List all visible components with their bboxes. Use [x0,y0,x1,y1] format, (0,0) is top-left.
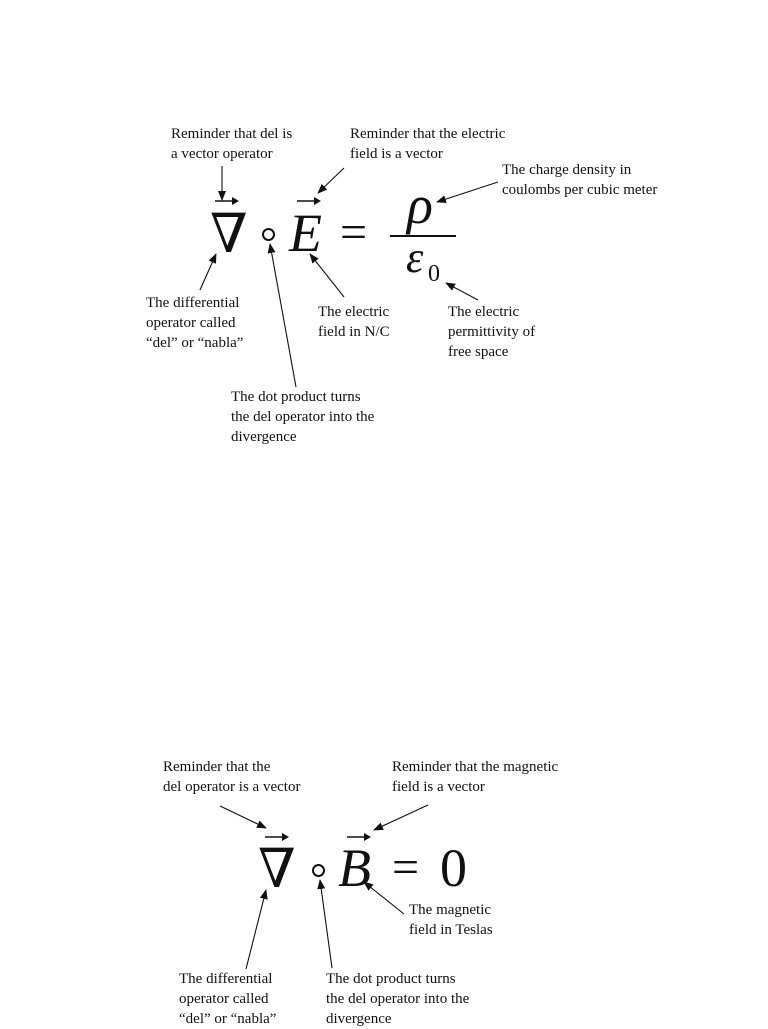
note-dot-product [231,387,374,447]
note-line: the del operator into the [231,409,375,425]
note-line: field is a vector [392,779,485,795]
note-line: permittivity of [448,324,536,340]
gauss-magnetic-diagram [0,740,768,1027]
note-line: field is a vector [350,146,443,162]
dot-operator [312,864,325,877]
note-line: del operator is a vector [163,779,301,795]
note-line: field in Teslas [409,922,493,938]
note-differential-operator [146,293,243,353]
arrow-dot-product [270,244,296,387]
arrow-charge-density [437,182,498,202]
charge-density-symbol: ρ [407,175,433,235]
note-line: Reminder that the [163,759,271,775]
note-magnetic-field [409,900,493,940]
note-electric-field [318,302,390,342]
note-line: The dot product turns [231,389,361,405]
note-line: field in N/C [318,324,390,340]
note-del-vector [163,757,300,797]
note-dot-product [326,969,469,1029]
note-field-vector [392,757,558,797]
note-line: operator called [146,315,236,331]
note-line: divergence [231,429,297,445]
permittivity-symbol: ε [406,233,424,282]
nabla-symbol: ∇ [258,839,296,899]
arrow-permittivity [446,283,478,300]
note-line: The dot product turns [326,971,456,987]
arrow-field-vector [318,168,344,193]
note-line: operator called [179,991,269,1007]
magnetic-field-symbol: B [338,838,371,898]
note-line: The electric [318,304,390,320]
arrow-differential-operator [246,890,266,969]
note-differential-operator [179,969,276,1029]
note-charge-density [502,160,657,200]
note-line: The differential [179,971,273,987]
nabla-symbol: ∇ [210,204,248,264]
note-line: The magnetic [409,902,492,918]
equals-sign: = [392,841,420,894]
note-field-vector [350,124,505,164]
arrow-field-vector [374,805,428,830]
note-permittivity [448,302,535,362]
dot-operator [262,228,275,241]
permittivity-subscript: 0 [428,261,440,287]
note-line: Reminder that the electric [350,126,506,142]
electric-field-symbol: E [289,203,322,263]
note-line: divergence [326,1011,392,1027]
note-line: free space [448,344,509,360]
note-line: coulombs per cubic meter [502,182,658,198]
note-line: the del operator into the [326,991,470,1007]
note-line: The differential [146,295,240,311]
arrow-del-vector [220,806,266,828]
zero-value: 0 [440,838,467,898]
arrow-dot-product [320,880,332,968]
equals-sign: = [340,206,368,259]
note-line: a vector operator [171,146,273,162]
note-line: Reminder that the magnetic [392,759,559,775]
note-del-vector [171,124,292,164]
note-line: The charge density in [502,162,632,178]
note-line: The electric [448,304,520,320]
note-line: Reminder that del is [171,126,293,142]
note-line: “del” or “nabla” [179,1011,277,1027]
note-line: “del” or “nabla” [146,335,244,351]
